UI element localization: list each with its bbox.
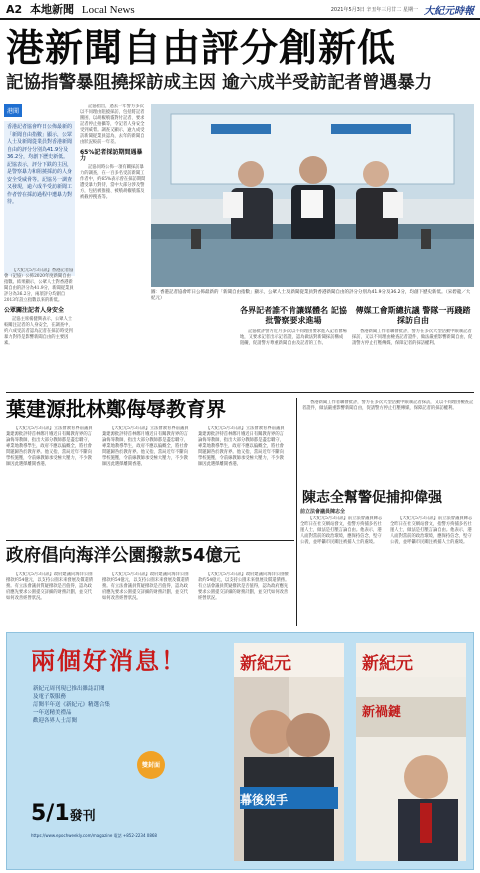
brief-body [352,329,474,401]
magazine-logo: 新紀元 [362,654,413,674]
article-column-b [80,104,146,374]
magazine-logo: 新紀元 [240,654,291,674]
ad-lines [33,685,193,725]
brief-headline: 傳媒工會斯總抗議 警隊一再踐踏採訪自由 [355,306,471,325]
article-paragraph: 【大紀元5月3日訊】政府建議向海洋公園撥款約54億元，以支持公園未來發展及償還債務。有立法會議員質疑撥款是否值得，認為政府應先要求公園提交詳細的財務計劃，並交代如何改善經營狀況。 [198,572,290,601]
magazine-advertisement[interactable] [6,632,474,870]
article-paragraph: 【大紀元5月3日訊】立法會教育界前議員葉建源批評特首林鄭月娥近日有關教育界的言論侮辱教師，指出大部分教師都是盡忠職守，專業地教導學生，政府不應以偏概全，將社會問題歸咎於教育界。他又指，當局近年不斷向學校施壓，令前線教師承受極大壓力，不少教師因此選擇離開香港。 [102,426,189,467]
magazine-headline: 幕後兇手 [240,793,289,807]
newspaper-logo: 大紀元時報 [424,5,474,17]
article-paragraph: 【大紀元5月3日訊】立法會教育界前議員葉建源批評特首林鄭月娥近日有關教育界的言論侮辱教師，指出大部分教師都是盡忠職守，專業地教導學生，政府不應以偏概全，將社會問題歸咎於教育界。他又指，當局近年不斷向學校施壓，令前線教師承受極大壓力，不少教師因此選擇離開香港。 [198,426,285,467]
lead-column [4,98,75,276]
press-conference-photo [151,104,474,287]
article-paragraph: 記協主席楊健興表示，公眾人士較關注記者的人身安全，在調查中，約六成受訪者認為記者在採訪時受到暴力對待是影響新聞自由的主要因素。 [4,317,73,346]
cover-illustration [234,677,344,861]
lead-summary: 香港記者協會昨日公佈最新的「新聞自由指數」顯示，公眾人士及新聞從業員對香港新聞自由的評分分別為41.9分及36.2分，均創下歷史新低。記協表示，評分下跌的主因，是警察暴力和阻撓採訪的人身安全受威脅等。記協另一調查又發現，逾六成半受訪新聞工作者曾在採訪過程中遭暴力對待。 [4,121,75,276]
section-name: 本地新聞 [30,3,75,16]
brief-column-d [352,306,474,401]
article-paragraph: 【大紀元5月3日訊】前立法會議員陳志全昨日在社交網站發文，指警方拘捕多名社運人士，做法是打壓言論自由。他表示，港人面對當前的政治環境，應保持信念，堅守公義，並呼籲市民關注被捕人士的處境。 [300,516,383,545]
article-paragraph: 【大紀元5月3日訊】香港記者協會（記協）公佈2020年度新聞自由指數。結果顯示，公眾人士對香港新聞自由的評分為41.9分，新聞從業員評分為36.2分，兩項評分均創自2013年設立指數以來的新低。 [4,268,74,303]
masthead [0,0,480,20]
ad-line: 一年送精美禮品 [33,710,72,716]
ad-line: 歡迎各界人士訂閱 [33,718,78,724]
brief-body [240,329,347,401]
ad-title: 兩個好消息！ [31,647,187,675]
issue-date: 2021年5月3日 辛丑年三月廿二 星期一 [330,6,418,13]
ad-contact[interactable]: https://www.epochweekly.com/magazine 電話 +852-2234 0868 [31,833,157,838]
double-cover-badge: 雙封面 [137,751,165,779]
ad-line: 及電子版服務 [33,694,67,700]
section-tag: 港聞 [4,104,22,117]
ad-release-date [31,801,96,826]
story-body-continued [302,400,474,482]
page-number: A2 [6,3,23,16]
ad-line: 新紀元周刊現已推出雜誌訂閱 [33,686,105,692]
story-body-education [6,426,96,536]
brief-headline: 各界記者誰不肯讓媒體名 記協批警察要求進場 [240,306,347,325]
article-paragraph: 【大紀元5月3日訊】政府建議向海洋公園撥款約54億元，以支持公園未來發展及償還債務。有立法會議員質疑撥款是否值得，認為政府應先要求公園提交詳細的財務計劃，並交代如何改善經營狀況。 [6,572,94,601]
article-paragraph: 香港新聞工作者聯會批評，警方在多次大型活動中限制記者採訪，又以不同理由檢查記者證件，做法嚴重影響新聞自由，促請警方停止打壓傳媒，保障記者的採訪權利。 [302,400,474,411]
story-headline-ocean-park: 政府倡向海洋公園撥款54億元 [6,546,241,566]
story-body-chan [300,516,384,624]
column-divider [296,398,297,626]
ad-date-suffix: 發刊 [69,809,96,824]
magazine-cover-1[interactable] [234,643,344,861]
article-column-a [4,268,75,376]
story-body-ocean-park [6,572,96,626]
main-headline: 港新聞自由評分創新低 [6,26,397,70]
ad-date-value: 5/1 [31,801,70,826]
story-body-chan [390,516,474,624]
story-body-ocean-park [102,572,192,626]
article-paragraph: 【大紀元5月3日訊】政府建議向海洋公園撥款約54億元，以支持公園未來發展及償還債務。有立法會議員質疑撥款是否值得，認為政府應先要求公園提交詳細的財務計劃，並交代如何改善經營狀況。 [102,572,190,601]
article-paragraph: 【大紀元5月3日訊】立法會教育界前議員葉建源批評特首林鄭月娥近日有關教育界的言論侮辱教師，指出大部分教師都是盡忠職守，專業地教導學生，政府不應以偏概全，將社會問題歸咎於教育界。他又指，當局近年不斷向學校施壓，令前線教師承受極大壓力，不少教師因此選擇離開香港。 [6,426,93,467]
story-body-education [198,426,288,536]
article-paragraph: 記協同時公佈一項有關採訪暴力的調查，在一百多名受訪新聞工作者中，約65%表示曾在採訪期間遭受暴力對待，當中大部分涉及警方，包括被推撞、被噴胡椒噴霧及被截停搜查等。 [80,165,146,200]
article-paragraph: 記協指出，過去一年警方多次以不同理由阻撓採訪，包括將記者圍困、以胡椒噴霧對付記者、要求記者停止拍攝等，令記者人身安全受到威脅。調查又顯示，逾九成受訪新聞從業員認為，去年的新聞自由狀況較前一年差。 [80,104,145,145]
main-subheadline: 記協指警暴阻撓採訪成主因 逾六成半受訪記者曾遇暴力 [6,73,433,93]
section-divider [6,540,294,541]
brief-column-c [240,306,347,401]
article-paragraph: 香港新聞工作者聯會批評，警方在多次大型活動中限制記者採訪，又以不同理由檢查記者證件，做法嚴重影響新聞自由，促請警方停止打壓傳媒，保障記者的採訪權利。 [352,329,473,346]
article-subtitle: 65%記者採訪期間遇暴力 [80,149,143,162]
section-divider [6,392,474,393]
story-body-education [102,426,192,536]
story-headline-chan: 陳志全幫警促捕抑偉强 [302,490,442,506]
article-paragraph: 【大紀元5月3日訊】前立法會議員陳志全昨日在社交網站發文，指警方拘捕多名社運人士，做法是打壓言論自由。他表示，港人面對當前的政治環境，應保持信念，堅守公義，並呼籲市民關注被捕人士的處境。 [390,516,473,545]
story-headline-education: 葉建源批林鄭侮辱教育界 [6,397,226,421]
photo-caption: 圖：香港記者協會昨日公佈最新的「新聞自由指數」顯示，公眾人士及新聞從業員對香港新聞自由的評分分別為41.9分及36.2分，均創下歷史新低。（宋碧龍／大紀元） [151,290,471,301]
section-label [6,1,135,17]
magazine-headline: 新禍鏈 [362,705,402,720]
article-paragraph: 記協批評警方近月多次以不同理由要求進入記者會場地，又要求記者出示記者證，認為做法對新聞採訪構成阻礙，促請警方尊重新聞自由及記者的工作。 [240,329,347,346]
ad-line: 訂閱半年送《新紀元》精選合集 [33,702,111,708]
section-name-en: Local News [81,4,135,16]
article-subtitle: 公眾關注記者人身安全 [4,307,65,314]
story-subheadline-chan: 前立法會議員陳志全 [300,509,346,515]
story-body-ocean-park [198,572,290,626]
magazine-cover-2[interactable] [356,643,466,861]
